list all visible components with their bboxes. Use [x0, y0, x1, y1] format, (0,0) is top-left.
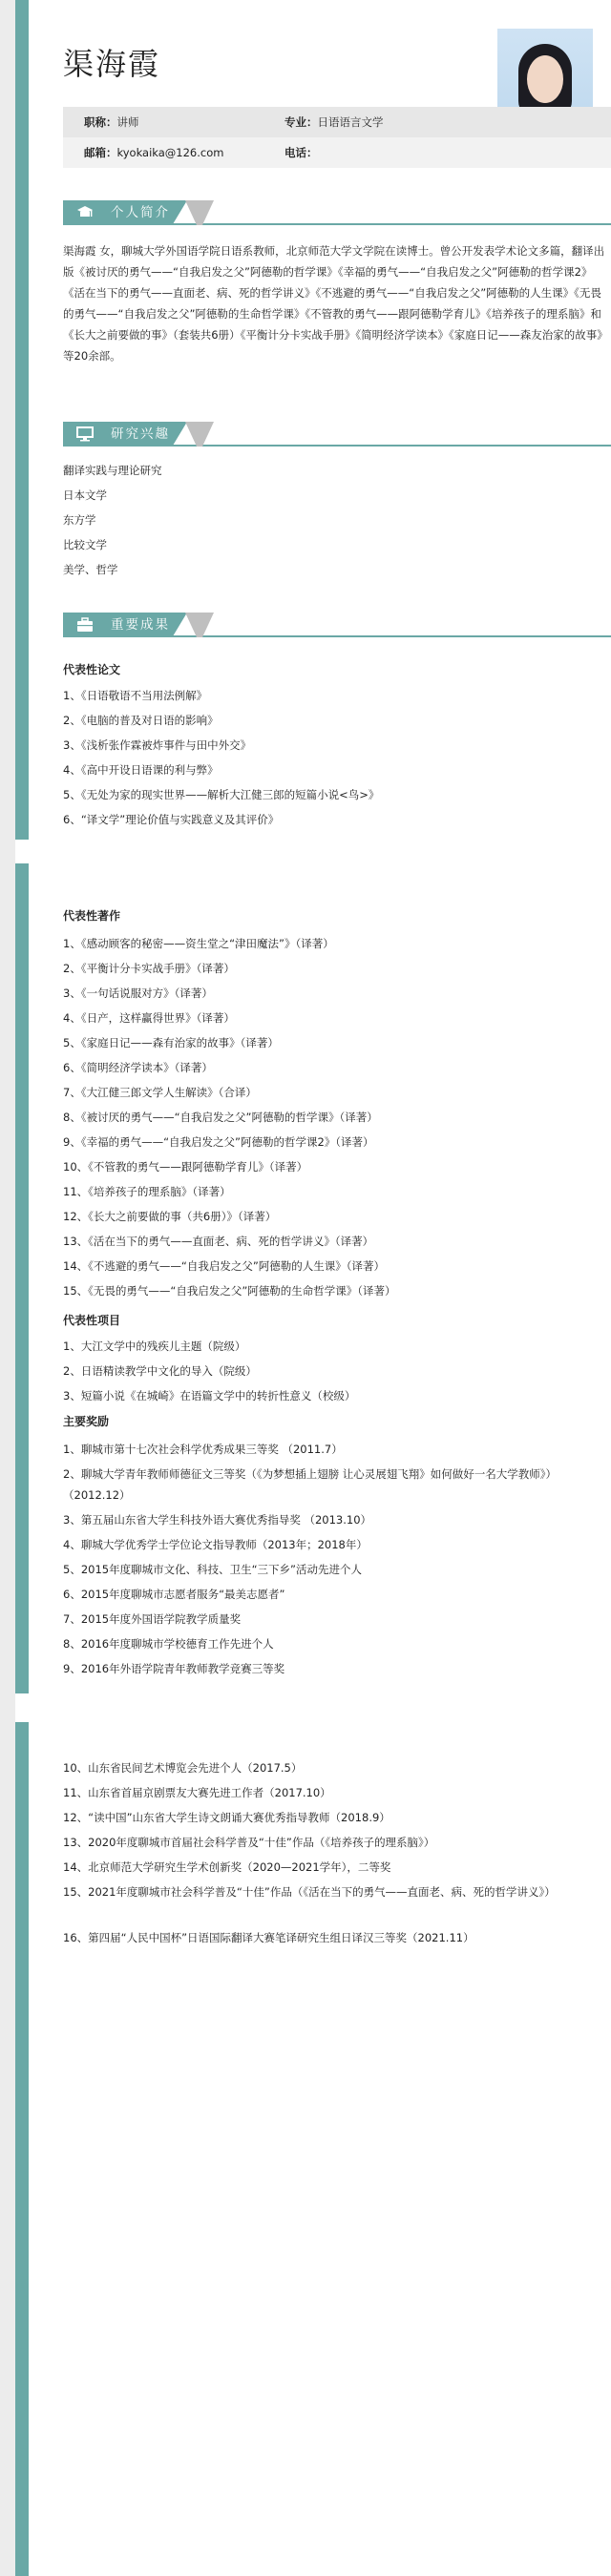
award-item: 12、“读中国”山东省大学生诗文朗诵大赛优秀指导教师（2018.9）	[63, 1811, 390, 1824]
papers-title: 代表性论文	[63, 663, 121, 676]
work-item: 14、《不逃避的勇气——“自我启发之父”阿德勒的人生课》（译著）	[63, 1259, 386, 1273]
project-item: 2、日语精读教学中文化的导入（院级）	[63, 1364, 257, 1378]
section-title: 重要成果	[111, 617, 170, 633]
section-header-achievements	[63, 613, 611, 637]
info-email: 邮箱：kyokaika@126.com	[84, 146, 224, 159]
work-item: 5、《家庭日记——森有治家的故事》（译著）	[63, 1036, 279, 1049]
section-header-intro	[63, 200, 611, 225]
awards-list-part1	[63, 1437, 611, 1681]
projects-list	[63, 1334, 611, 1408]
award-item: 11、山东省首届京剧票友大赛先进工作者（2017.10）	[63, 1786, 331, 1799]
section-header-interests	[63, 422, 611, 447]
info-major: 专业：日语语言文学	[284, 115, 384, 129]
intro-text: 渠海霞 女，聊城大学外国语学院日语系教师，北京师范大学文学院在读博士。曾公开发表学术论文多篇，翻译出版《被讨厌的勇气——“自我启发之父”阿德勒的哲学课》《幸福的勇气——“自我启发之父”阿德勒的哲学课2》《活在当下的勇气——直面老、病、死的哲学讲义》《不逃避的勇气——“自我启发之父”阿德勒的人生课》《无畏的勇气——“自我启发之父”阿德勒的生命哲学课》《不管教的勇气——跟阿德勒学育儿》《培养孩子的理系脑》和《长大之前要做的事》（套装共6册）《平衡计分卡实战手册》《简明经济学读本》《家庭日记——森友治家的故事》等20余部。	[63, 244, 605, 363]
award-item: 6、2015年度聊城市志愿者服务“最美志愿者”	[63, 1588, 285, 1601]
interest-item: 美学、哲学	[63, 563, 118, 576]
project-item: 1、大江文学中的残疾儿主题（院级）	[63, 1340, 246, 1353]
paper-item: 6、“译文学”理论价值与实践意义及其评价》	[63, 813, 280, 826]
works-list	[63, 931, 611, 1303]
work-item: 1、《感动顾客的秘密——资生堂之“津田魔法”》（译著）	[63, 937, 334, 950]
paper-item: 1、《日语敬语不当用法例解》	[63, 689, 208, 702]
monitor-icon	[76, 426, 94, 442]
awards-title: 主要奖励	[63, 1415, 110, 1428]
basic-info	[63, 107, 611, 168]
paper-item: 2、《电脑的普及对日语的影响》	[63, 714, 219, 727]
work-item: 15、《无畏的勇气——“自我启发之父”阿德勒的生命哲学课》（译著）	[63, 1284, 396, 1298]
interest-item: 比较文学	[63, 538, 107, 551]
papers-list	[63, 683, 611, 832]
interest-item: 翻译实践与理论研究	[63, 464, 162, 477]
project-item: 3、短篇小说《在城崎》在语篇文学中的转折性意义（校级）	[63, 1389, 356, 1402]
award-item: 8、2016年度聊城市学校德育工作先进个人	[63, 1637, 274, 1651]
work-item: 9、《幸福的勇气——“自我启发之父”阿德勒的哲学课2》（译著）	[63, 1135, 374, 1149]
work-item: 11、《培养孩子的理系脑》（译著）	[63, 1185, 231, 1198]
accent-bar	[15, 863, 29, 1693]
award-item: 14、北京师范大学研究生学术创新奖（2020—2021学年），二等奖	[63, 1860, 391, 1874]
work-item: 3、《一句话说服对方》（译著）	[63, 987, 213, 1000]
work-item: 7、《大江健三郎文学人生解读》（合译）	[63, 1086, 257, 1099]
info-title: 职称：讲师	[84, 115, 139, 129]
resume-page	[15, 0, 611, 2576]
award-item: 7、2015年度外国语学院教学质量奖	[63, 1612, 242, 1626]
work-item: 12、《长大之前要做的事（共6册）》（译著）	[63, 1210, 277, 1223]
section-title: 研究兴趣	[111, 426, 170, 442]
interest-item: 东方学	[63, 513, 96, 527]
award-item: 9、2016年外语学院青年教师教学竞赛三等奖	[63, 1662, 285, 1675]
interest-item: 日本文学	[63, 488, 107, 502]
award-item: 1、聊城市第十七次社会科学优秀成果三等奖 （2011.7）	[63, 1443, 343, 1456]
awards-list-part2	[63, 1755, 611, 1950]
person-name: 渠海霞	[63, 46, 161, 82]
award-item: 5、2015年度聊城市文化、科技、卫生“三下乡”活动先进个人	[63, 1563, 362, 1576]
briefcase-icon	[76, 617, 94, 633]
work-item: 6、《简明经济学读本》（译著）	[63, 1061, 213, 1074]
work-item: 8、《被讨厌的勇气——“自我启发之父”阿德勒的哲学课》（译著）	[63, 1111, 378, 1124]
projects-title: 代表性项目	[63, 1314, 121, 1327]
paper-item: 4、《高中开设日语课的利与弊》	[63, 763, 219, 777]
award-item: 16、第四届“人民中国杯”日语国际翻译大赛笔译研究生组日译汉三等奖（2021.11）	[63, 1931, 474, 1944]
section-title: 个人简介	[111, 205, 170, 220]
paper-item: 5、《无处为家的现实世界——解析大江健三郎的短篇小说<鸟>》	[63, 788, 380, 801]
accent-bar	[15, 0, 29, 840]
award-item: 10、山东省民间艺术博览会先进个人（2017.5）	[63, 1761, 303, 1775]
work-item: 13、《活在当下的勇气——直面老、病、死的哲学讲义》（译著）	[63, 1235, 374, 1248]
info-phone: 电话：	[284, 146, 318, 159]
award-item: 15、2021年度聊城市社会科学普及“十佳”作品（《活在当下的勇气——直面老、病、死的哲学讲义》）	[63, 1885, 556, 1899]
graduation-cap-icon	[76, 205, 94, 220]
award-item: 4、聊城大学优秀学士学位论文指导教师（2013年；2018年）	[63, 1538, 368, 1551]
award-item: 3、第五届山东省大学生科技外语大赛优秀指导奖 （2013.10）	[63, 1513, 372, 1527]
work-item: 4、《日产，这样赢得世界》（译著）	[63, 1011, 235, 1025]
accent-bar	[15, 1722, 29, 2576]
paper-item: 3、《浅析张作霖被炸事件与田中外交》	[63, 738, 252, 752]
work-item: 10、《不管教的勇气——跟阿德勒学育儿》（译著）	[63, 1160, 308, 1174]
interest-list	[63, 458, 162, 582]
award-item: 13、2020年度聊城市首届社会科学普及“十佳”作品（《培养孩子的理系脑》）	[63, 1836, 435, 1849]
works-title: 代表性著作	[63, 909, 121, 923]
work-item: 2、《平衡计分卡实战手册》（译著）	[63, 962, 235, 975]
award-item: 2、聊城大学青年教师师德征文三等奖（《为梦想插上翅膀 让心灵展翅飞翔》如何做好一名大学教师》）（2012.12）	[63, 1467, 557, 1502]
